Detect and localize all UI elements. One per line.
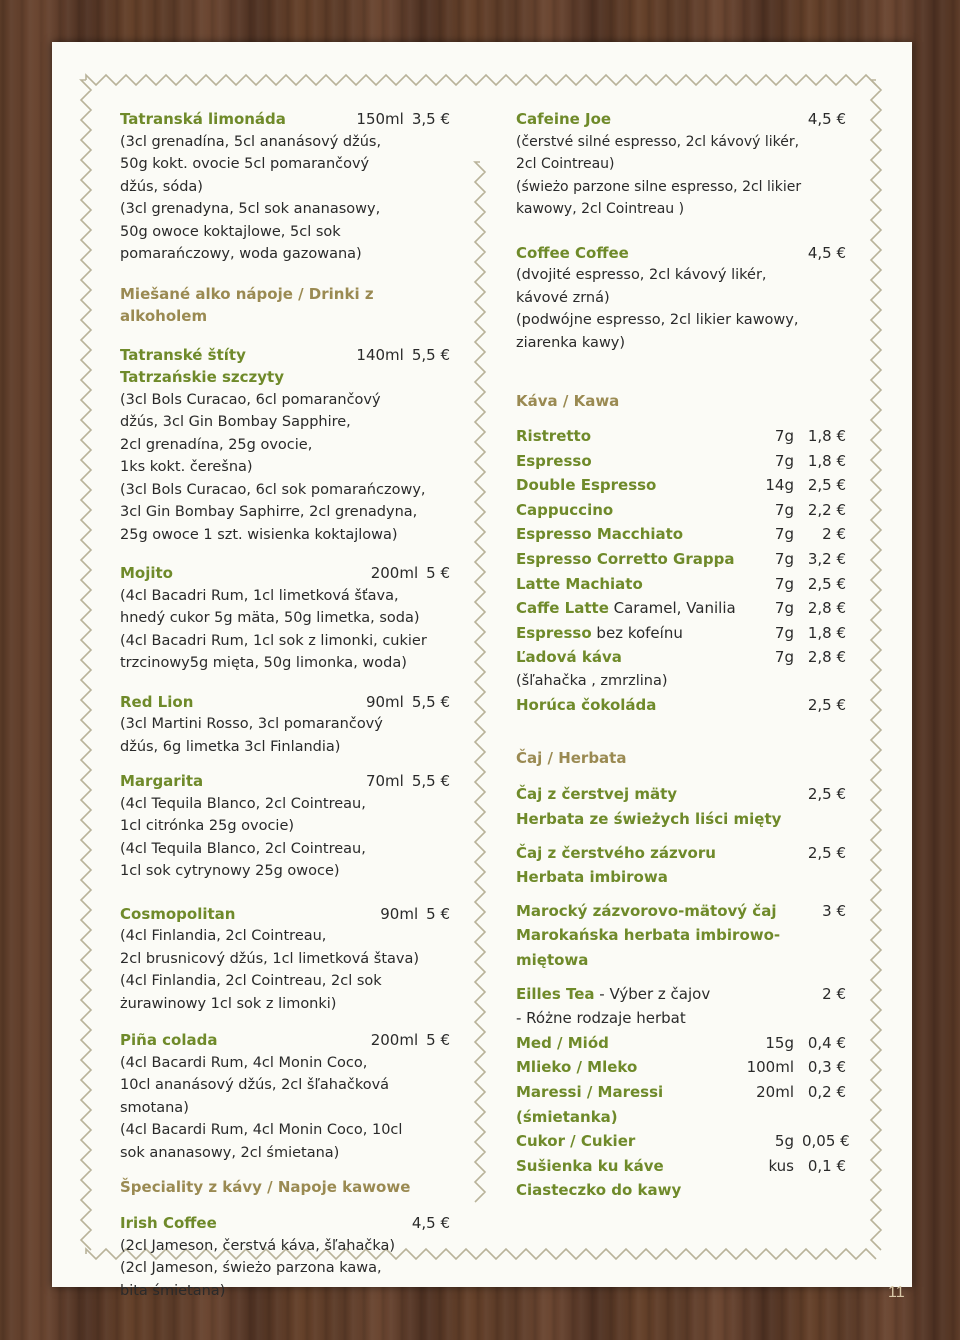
item-price: 0,4 € <box>807 1033 846 1052</box>
item-price: 1,8 € <box>807 451 846 470</box>
item-price: 2,5 € <box>807 696 846 715</box>
section-title-alko: Miešané alko nápoje / Drinki z alkoholem <box>120 284 374 325</box>
item-qty: 15g <box>765 1033 794 1052</box>
item-qty: 70ml <box>365 772 404 790</box>
item-qty: 20ml <box>756 1082 794 1101</box>
menu-item-marocky-caj <box>516 899 846 973</box>
page-number: 11 <box>888 1284 905 1301</box>
item-price: 0,3 € <box>807 1058 846 1077</box>
list-item <box>516 449 846 474</box>
menu-item-pina-colada <box>120 1029 450 1164</box>
menu-item-red-lion <box>120 691 450 759</box>
item-name-pl: Tatrzańskie szczyty <box>120 368 284 386</box>
item-price: 2,5 € <box>807 843 846 862</box>
item-name: Cukor / Cukier <box>516 1132 636 1151</box>
item-price: 4,5 € <box>807 110 846 128</box>
item-desc: (4cl Tequila Blanco, 2cl Cointreau, 1cl citrónka 25g ovocie) (4cl Tequila Blanco, 2cl Cointreau, 1cl sok cytrynowy 25g owoce) <box>120 795 366 879</box>
menu-item-tatranske-stity <box>120 344 450 547</box>
list-item <box>516 424 846 449</box>
item-price: 5 € <box>426 1031 450 1049</box>
item-price: 5,5 € <box>411 772 450 790</box>
item-qty: 5g <box>774 1132 794 1151</box>
item-qty: 100ml <box>746 1058 794 1077</box>
item-name: Double Espresso <box>516 476 657 495</box>
item-desc: (3cl Bols Curacao, 6cl pomarančový džús, 3cl Gin Bombay Sapphire, 2cl grenadína, 25g ovocie, 1ks kokt. čerešna) (3cl Bols Curacao, 6cl sok pomarańczowy, 3cl Gin Bombay Saphirre, 2cl grenadyna, 25g owoce 1 szt. wisienka koktajlowa) <box>120 391 426 543</box>
menu-item-ciasteczko: Ciasteczko do kawy <box>516 1181 682 1200</box>
item-name: Cosmopolitan <box>120 904 236 923</box>
item-price: 2,5 € <box>807 574 846 593</box>
menu-item-caj-maty <box>516 782 846 831</box>
item-name: Mojito <box>120 564 173 582</box>
item-qty: kus <box>768 1156 794 1175</box>
item-desc: (4cl Bacadri Rum, 1cl limetková šťava, hnedý cukor 5g mäta, 50g limetka, soda) (4cl Bacadri Rum, 1cl sok z limonki, cukier trzcinowy5g mięta, 50g limonka, woda) <box>120 587 427 671</box>
item-name: Caffe Latte Caramel, Vanilia <box>516 599 736 618</box>
item-name: Marocký zázvorovo-mätový čaj <box>516 901 777 920</box>
item-qty: 150ml <box>356 110 404 128</box>
item-desc: (3cl grenadína, 5cl ananásový džús, 50g kokt. ovocie 5cl pomarančový džús, sóda) (3cl grenadyna, 5cl sok ananasowy, 50g owoce koktajlowe, 5cl sok pomarańczowy, woda gazowana) <box>120 133 382 262</box>
list-item <box>516 1154 846 1179</box>
item-qty: 200ml <box>370 1031 419 1049</box>
list-item <box>516 473 846 498</box>
item-name: Coffee Coffee <box>516 243 629 262</box>
section-title-kava: Káva / Kawa <box>516 392 620 410</box>
item-name: Cafeine Joe <box>516 110 612 128</box>
item-desc: (čerstvé silné espresso, 2cl kávový likér, 2cl Cointreau) (świeżo parzone silne espresso, 2cl likier kawowy, 2cl Cointreau ) <box>516 133 802 217</box>
item-qty: 200ml <box>370 564 419 582</box>
list-item <box>516 645 846 670</box>
coffee-list <box>516 424 846 670</box>
item-name: Horúca čokoláda <box>516 696 657 715</box>
item-desc: - Różne rodzaje herbat <box>516 1009 686 1028</box>
menu-item-irish-coffee <box>120 1212 450 1302</box>
list-item <box>516 572 846 597</box>
item-qty: 7g <box>774 599 794 618</box>
left-column <box>120 108 450 1302</box>
list-item <box>516 522 846 547</box>
item-name-pl: Herbata imbirowa <box>516 868 668 887</box>
item-name: Espresso bez kofeínu <box>516 623 683 642</box>
item-qty: 7g <box>774 623 794 642</box>
item-desc: (2cl Jameson, čerstvá káva, šľahačka) (2cl Jameson, świeżo parzona kawa, bita śmietana) <box>120 1237 396 1299</box>
menu-item-caj-zazvor <box>516 841 846 890</box>
item-desc: (4cl Bacardi Rum, 4cl Monin Coco, 10cl ananásový džús, 2cl šľahačková smotana) (4cl Bacardi Rum, 4cl Monin Coco, 10cl sok ananasowy, 2cl śmietana) <box>120 1054 403 1161</box>
item-desc: (dvojité espresso, 2cl kávový likér, kávové zrná) (podwójne espresso, 2cl likier kawowy, ziarenka kawy) <box>516 267 799 351</box>
item-price: 5,5 € <box>411 692 450 711</box>
item-price: 2,8 € <box>807 599 846 618</box>
ladova-kava-desc: (šľahačka , zmrzlina) <box>516 672 668 689</box>
item-name: Ristretto <box>516 427 592 445</box>
menu-item-horuca-cokolada <box>516 692 846 719</box>
item-price: 4,5 € <box>411 1214 450 1232</box>
item-qty: 7g <box>774 451 794 470</box>
item-name: Med / Miód <box>516 1033 609 1052</box>
item-price: 0,1 € <box>807 1156 846 1175</box>
item-qty: 7g <box>774 500 794 519</box>
menu-item-coffee-coffee <box>516 242 846 355</box>
item-price: 1,8 € <box>807 427 846 445</box>
list-item <box>516 1055 846 1080</box>
item-qty: 7g <box>774 648 794 667</box>
item-name: Espresso Macchiato <box>516 525 684 544</box>
item-name-pl: Herbata ze świeżych liści mięty <box>516 810 782 829</box>
item-name: Margarita <box>120 772 204 790</box>
item-price: 1,8 € <box>807 623 846 642</box>
item-price: 3,2 € <box>807 549 846 568</box>
item-name: Sušienka ku káve <box>516 1156 664 1175</box>
list-item <box>516 596 846 621</box>
list-item <box>516 1031 846 1056</box>
item-name: Čaj z čerstvej mäty <box>516 785 678 804</box>
item-name: Cappuccino <box>516 500 614 519</box>
item-qty: 7g <box>774 549 794 568</box>
item-price: 2,5 € <box>807 476 846 495</box>
list-item <box>516 498 846 523</box>
item-name: Čaj z čerstvého zázvoru <box>516 843 716 862</box>
item-name: Red Lion <box>120 692 194 711</box>
item-price: 2,2 € <box>807 500 846 519</box>
item-name: Tatranská limonáda <box>120 110 286 128</box>
item-name: Irish Coffee <box>120 1214 217 1232</box>
item-price: 2,8 € <box>807 648 846 667</box>
extras-list <box>516 1031 850 1179</box>
item-qty: 7g <box>774 574 794 593</box>
list-item <box>516 1129 850 1154</box>
item-price: 5 € <box>426 564 450 582</box>
menu-item-cosmopolitan <box>120 903 450 1016</box>
item-desc: (3cl Martini Rosso, 3cl pomarančový džús, 6g limetka 3cl Finlandia) <box>120 716 383 755</box>
menu-item-eilles-tea <box>516 982 846 1031</box>
item-price: 0,05 € <box>802 1132 850 1151</box>
item-name: Maressi / Maressi (śmietanka) <box>516 1082 664 1126</box>
item-price: 2 € <box>822 525 846 544</box>
section-title-caj: Čaj / Herbata <box>516 749 627 768</box>
item-name: Espresso <box>516 451 592 470</box>
item-name: Espresso Corretto Grappa <box>516 549 735 568</box>
item-price: 5,5 € <box>411 345 450 364</box>
menu-item-tatranska-limonada <box>120 108 450 266</box>
list-item <box>516 1080 846 1129</box>
menu-item-cafeine-joe <box>516 108 846 221</box>
item-name: Piña colada <box>120 1031 218 1049</box>
item-qty: 14g <box>765 476 794 495</box>
item-qty: 7g <box>774 525 794 544</box>
item-name: Mlieko / Mleko <box>516 1058 638 1077</box>
item-price: 3,5 € <box>411 110 450 128</box>
menu-item-margarita <box>120 770 450 883</box>
right-column <box>516 108 850 1203</box>
item-price: 3 € <box>822 901 846 920</box>
item-qty: 90ml <box>365 692 404 711</box>
item-price: 4,5 € <box>807 243 846 262</box>
item-desc: (4cl Finlandia, 2cl Cointreau, 2cl brusnicový džús, 1cl limetková štava) (4cl Finlandia, 2cl Cointreau, 2cl sok żurawinowy 1cl sok z limonki) <box>120 928 420 1012</box>
list-item <box>516 621 846 646</box>
item-name: Latte Machiato <box>516 574 643 593</box>
item-name-pl: Marokańska herbata imbirowo-miętowa <box>516 926 781 969</box>
section-title-specialty-coffee: Špeciality z kávy / Napoje kawowe <box>120 1178 411 1196</box>
item-qty: 140ml <box>356 345 404 364</box>
item-price: 2 € <box>822 984 846 1003</box>
item-price: 0,2 € <box>807 1082 846 1101</box>
item-price: 5 € <box>426 904 450 923</box>
list-item <box>516 547 846 572</box>
menu-item-mojito <box>120 562 450 675</box>
item-price: 2,5 € <box>807 785 846 804</box>
item-qty: 7g <box>774 427 794 445</box>
item-name: Eilles Tea - Výber z čajov <box>516 984 711 1003</box>
item-qty: 90ml <box>380 904 419 923</box>
item-name: Tatranské štíty <box>120 345 246 364</box>
item-name: Ľadová káva <box>516 648 622 667</box>
